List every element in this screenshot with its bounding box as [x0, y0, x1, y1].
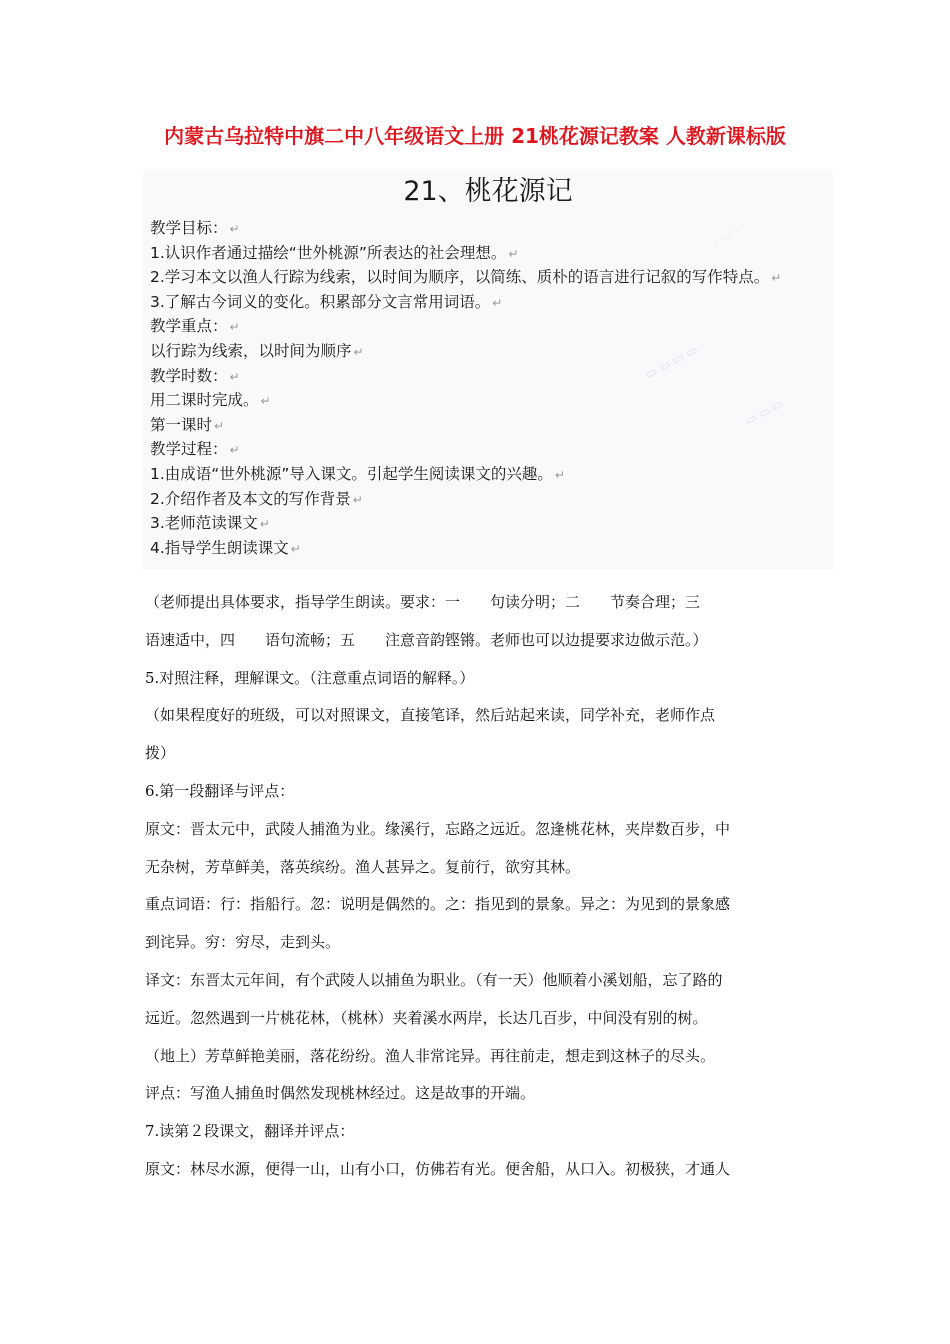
paragraph-mark-icon: ↵ [260, 394, 271, 409]
paragraph-mark-icon: ↵ [771, 271, 782, 286]
watermark: ▭ ▭ ▭ ▭ [643, 342, 700, 382]
paragraph-mark-icon: ↵ [229, 222, 240, 236]
scan-text-block [150, 216, 830, 560]
body-line: （地上）芳草鲜艳美丽，落花纷纷。渔人非常诧异。再往前走，想走到这林子的尽头。 [145, 1046, 716, 1065]
body-line: 远近。忽然遇到一片桃花林，（桃林）夹着溪水两岸，长达几百步，中间没有别的树。 [145, 1008, 708, 1027]
paragraph-mark-icon: ↵ [554, 467, 565, 482]
scan-line: 3.老师范读课文 ↵ [150, 514, 270, 533]
body-line: 评点：写渔人捕鱼时偶然发现桃林经过。这是故事的开端。 [145, 1084, 536, 1103]
paragraph-mark-icon: ↵ [353, 344, 364, 359]
scan-line: 2.介绍作者及本文的写作背景 ↵ [150, 489, 363, 508]
body-line: 语速适中，四 语句流畅；五 注意音韵铿锵。老师也可以边提要求边做示范。） [145, 630, 708, 649]
watermark: · · · · [711, 224, 742, 250]
watermark: ▭ ▭ ▭ [742, 396, 786, 428]
paragraph-mark-icon: ↵ [229, 369, 240, 384]
body-line: 原文：晋太元中，武陵人捕渔为业。缘溪行，忘路之远近。忽逢桃花林，夹岸数百步，中 [145, 819, 731, 838]
scan-line: 第一课时 ↵ [150, 415, 225, 434]
lesson-body-text [145, 588, 810, 1193]
paragraph-mark-icon: ↵ [290, 541, 301, 556]
body-line: 原文：林尽水源，便得一山，山有小口，仿佛若有光。便舍船，从口入。初极狭，才通人 [145, 1159, 731, 1178]
paragraph-mark-icon: ↵ [352, 492, 363, 507]
body-line: （老师提出具体要求，指导学生朗读。要求：一 句读分明；二 节奏合理；三 [145, 593, 701, 611]
body-line: 译文：东晋太元年间，有个武陵人以捕鱼为职业。（有一天）他顺着小溪划船，忘了路的 [145, 970, 723, 989]
scan-line: 4.指导学生朗读课文 ↵ [150, 538, 301, 557]
paragraph-mark-icon: ↵ [492, 295, 503, 310]
scan-heading: 21、桃花源记 [403, 176, 573, 207]
paragraph-mark-icon: ↵ [508, 246, 519, 261]
scan-line: 1.由成语“世外桃源”导入课文。引起学生阅读课文的兴趣。 ↵ [150, 464, 565, 483]
scan-line: 用二课时完成。 ↵ [150, 391, 271, 410]
scan-line: 教学重点： ↵ [150, 317, 240, 336]
scan-line: 教学过程： ↵ [150, 440, 240, 459]
body-line: 5.对照注释，理解课文。（注意重点词语的解释。） [145, 668, 475, 687]
paragraph-mark-icon: ↵ [214, 418, 225, 433]
body-line: 无杂树，芳草鲜美，落英缤纷。渔人甚异之。复前行，欲穷其林。 [145, 857, 581, 876]
paragraph-mark-icon: ↵ [259, 517, 270, 532]
body-line: 拨） [145, 744, 176, 763]
paragraph-mark-icon: ↵ [229, 443, 240, 458]
scan-line: 1.认识作者通过描绘“世外桃源”所表达的社会理想。 ↵ [150, 243, 519, 262]
body-line: （如果程度好的班级，可以对照课文，直接笔译，然后站起来读，同学补充，老师作点 [145, 706, 716, 725]
paragraph-mark-icon: ↵ [229, 320, 240, 335]
scan-line: 教学目标： ↵ [150, 219, 240, 237]
body-line: 6.第一段翻译与评点： [145, 781, 295, 800]
body-line: 重点词语：行：指船行。忽：说明是偶然的。之：指见到的景象。异之：为见到的景象感 [145, 895, 731, 914]
page-title: 内蒙古乌拉特中旗二中八年级语文上册 21桃花源记教案 人教新课标版 [164, 124, 786, 148]
body-line: 7.读第２段课文，翻译并评点： [145, 1122, 355, 1141]
body-line: 到诧异。穷：穷尽，走到头。 [145, 933, 341, 952]
scan-line: 2.学习本文以渔人行踪为线索，以时间为顺序，以简练、质朴的语言进行记叙的写作特点。 ↵ [150, 268, 782, 287]
scan-line: 3.了解古今词义的变化。积累部分文言常用词语。 ↵ [150, 292, 503, 311]
scan-line: 教学时数： ↵ [150, 366, 240, 385]
scan-line: 以行踪为线索，以时间为顺序 ↵ [150, 341, 364, 360]
scanned-lesson-plan-image [143, 170, 833, 570]
